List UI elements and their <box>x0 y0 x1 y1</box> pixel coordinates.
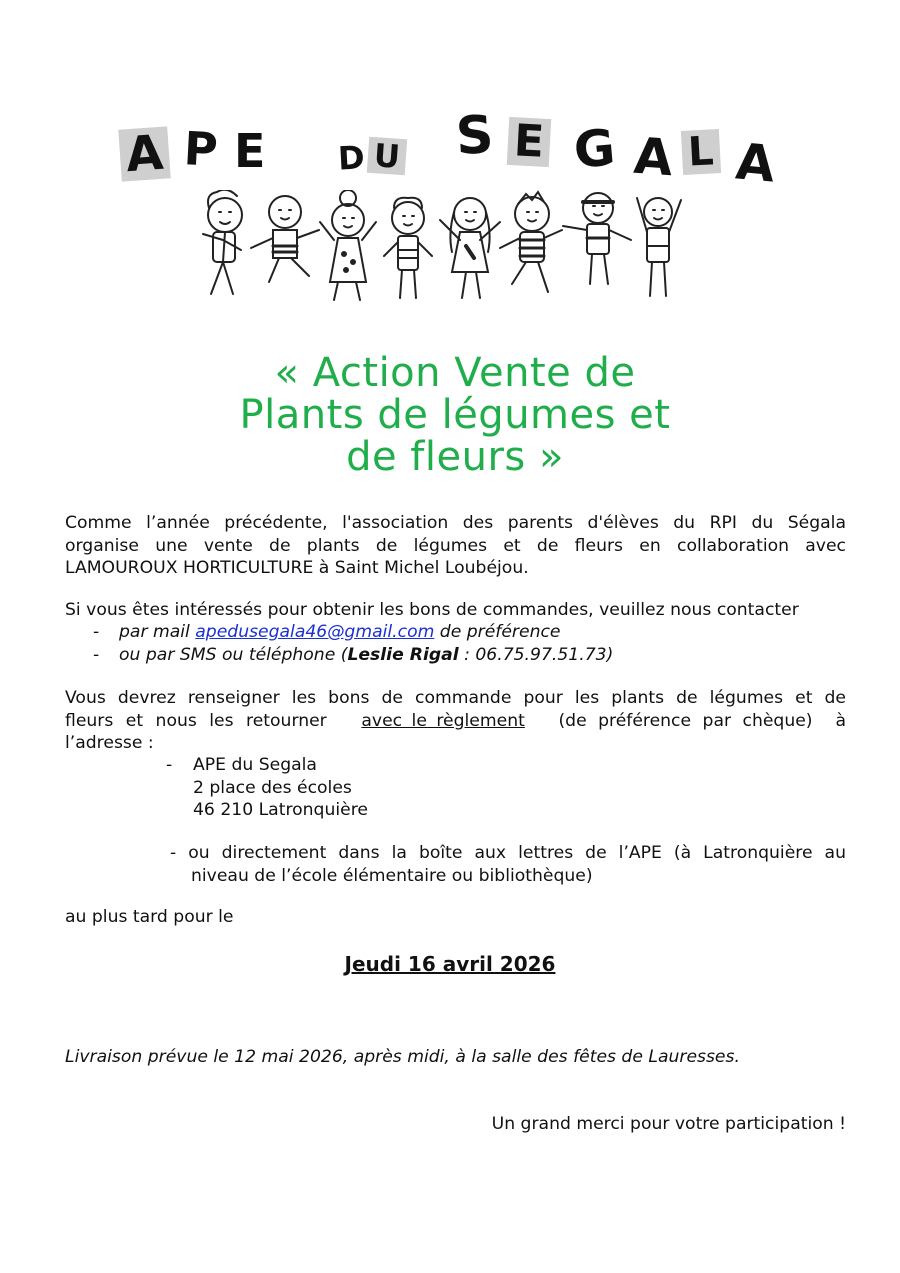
ape-logo <box>100 100 790 315</box>
contact-mail-text <box>119 621 561 644</box>
payment-note: avec le règlement <box>361 710 525 731</box>
bullet-dash: - <box>166 755 173 775</box>
text-segment: (de préférence par chèque) à <box>546 710 846 731</box>
address-line: 46 210 Latronquière <box>193 800 368 820</box>
text-line: organise une vente de plants de légumes et de fleurs en collaboration avec <box>65 535 846 556</box>
address-line: 2 place des écoles <box>193 777 352 798</box>
sms-suffix: : 06.75.97.51.73) <box>458 645 614 665</box>
logo-letter: A <box>733 132 778 194</box>
logo-letter: A <box>118 126 171 181</box>
thanks-message: Un grand merci pour votre participation ! <box>491 1114 846 1134</box>
logo-letter: U <box>367 137 407 176</box>
headline-line: de fleurs » <box>346 434 564 480</box>
address-line: APE du Segala <box>193 755 317 775</box>
logo-title <box>100 100 790 200</box>
headline-line: Plants de légumes et <box>239 392 671 438</box>
child-figure <box>637 198 681 296</box>
text-line <box>65 710 846 733</box>
text-line: l’adresse : <box>65 733 154 753</box>
child-figure <box>203 190 242 294</box>
address-lines <box>193 754 368 822</box>
child-figure <box>563 193 631 284</box>
child-figure <box>500 192 562 292</box>
contact-intro: Si vous êtes intéressés pour obtenir les bons de commandes, veuillez nous contacter <box>65 600 799 620</box>
text-segment: fleurs et nous les retourner <box>65 710 340 731</box>
sms-prefix: ou par SMS ou téléphone ( <box>119 645 348 665</box>
logo-letter: A <box>632 126 675 188</box>
text-line: Vous devrez renseigner les bons de commande pour les plants de légumes et de <box>65 688 846 708</box>
logo-letter: P <box>182 121 220 177</box>
text-line: niveau de l’école élémentaire ou bibliothèque) <box>191 865 593 886</box>
headline-line: « Action Vente de <box>274 350 636 396</box>
headline <box>60 352 850 478</box>
mail-suffix: de préférence <box>434 622 561 642</box>
logo-letter: D <box>337 138 366 178</box>
contact-name: Leslie Rigal <box>347 645 459 665</box>
text-line: Comme l’année précédente, l'association des parents d'élèves du RPI du Ségala <box>65 513 846 533</box>
contact-sms-text <box>119 644 613 667</box>
children-drawing <box>200 190 690 310</box>
deadline-intro: au plus tard pour le <box>65 907 234 927</box>
child-figure <box>251 196 319 282</box>
intro-paragraph <box>65 512 846 580</box>
deadline-date: Jeudi 16 avril 2026 <box>344 952 556 976</box>
bullet-dash: - <box>93 622 100 642</box>
logo-letter: S <box>454 105 495 167</box>
bullet-dash: - <box>93 645 100 665</box>
alternative-paragraph <box>170 842 846 887</box>
logo-letter: L <box>681 129 721 175</box>
child-figure <box>440 198 500 298</box>
email-link[interactable]: apedusegala46@gmail.com <box>195 622 435 642</box>
text-line: - ou directement dans la boîte aux lettres de l’APE (à Latronquière au <box>170 843 846 863</box>
child-figure <box>320 190 376 300</box>
logo-letter: E <box>507 117 552 167</box>
mail-prefix: par mail <box>119 622 196 642</box>
child-figure <box>384 198 432 298</box>
logo-letter: G <box>571 118 618 180</box>
instructions-paragraph <box>65 687 846 755</box>
delivery-info: Livraison prévue le 12 mai 2026, après midi, à la salle des fêtes de Lauresses. <box>65 1047 740 1067</box>
text-line: LAMOUROUX HORTICULTURE à Saint Michel Loubéjou. <box>65 558 529 578</box>
logo-letter: E <box>234 124 266 178</box>
